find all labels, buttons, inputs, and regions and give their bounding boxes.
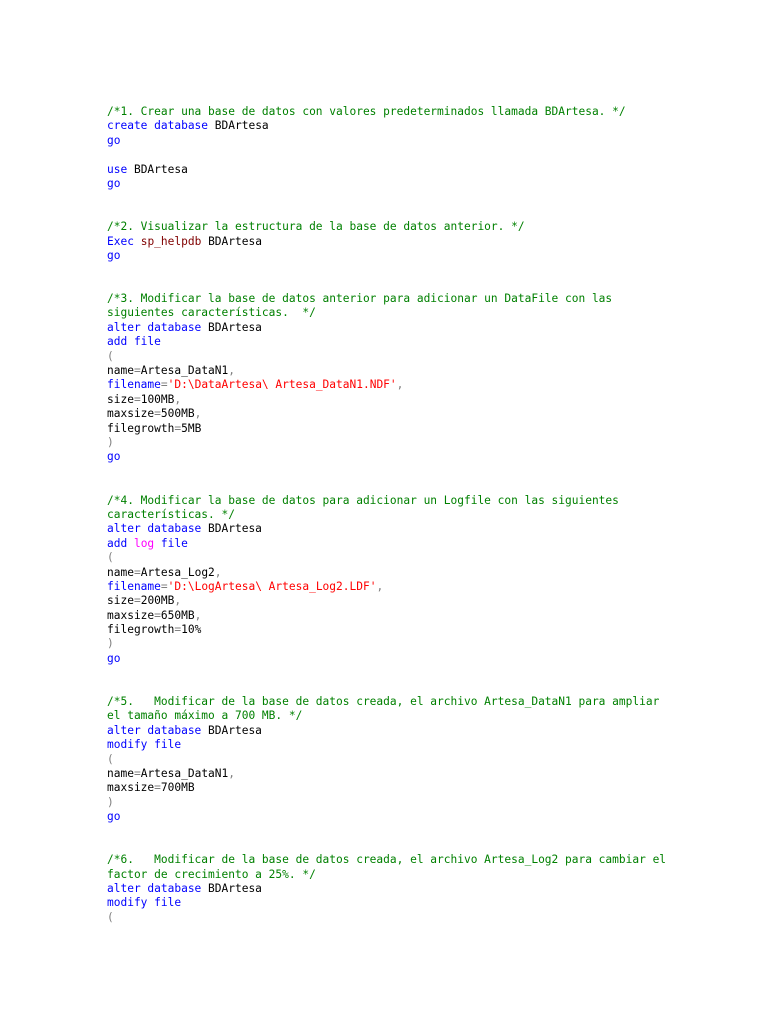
code-token-keyword: go xyxy=(107,176,121,190)
code-line xyxy=(107,105,727,119)
code-token-keyword: alter database xyxy=(107,723,202,737)
code-token-gray: ) xyxy=(107,795,114,809)
code-token-plain: name xyxy=(107,766,134,780)
code-token-gray: = xyxy=(154,407,161,421)
code-token-plain: BDArtesa xyxy=(127,162,188,176)
code-token-plain: BDArtesa xyxy=(208,119,269,133)
code-token-magenta: log xyxy=(133,536,155,550)
code-token-plain: Artesa_Log2 xyxy=(140,565,215,579)
code-token-gray: = xyxy=(133,565,141,579)
blank-line xyxy=(107,681,727,695)
code-line xyxy=(107,753,727,767)
code-token-comment: características. */ xyxy=(107,507,235,521)
code-line xyxy=(107,551,727,565)
code-token-plain: 200MB xyxy=(140,594,175,608)
code-token-plain: filegrowth xyxy=(107,623,175,637)
code-token-keyword: modify file xyxy=(107,738,182,752)
code-line xyxy=(107,177,727,191)
blank-line xyxy=(107,465,727,479)
code-line xyxy=(107,882,727,896)
code-line xyxy=(107,609,727,623)
code-line xyxy=(107,853,727,867)
code-token-gray: , xyxy=(174,594,182,608)
code-token-gray: , xyxy=(376,579,384,593)
code-token-plain: size xyxy=(107,594,134,608)
code-token-gray: = xyxy=(160,378,168,392)
code-token-comment: /*6. Modificar de la base de datos creada, el archivo Artesa_Log2 para cambiar el xyxy=(107,853,667,867)
code-token-comment: /*1. Crear una base de datos con valores predeterminados llamada BDArtesa. */ xyxy=(107,105,626,118)
code-token-plain: Artesa_DataN1 xyxy=(140,364,229,378)
code-line xyxy=(107,235,727,249)
code-line xyxy=(107,378,727,392)
code-token-keyword: go xyxy=(107,248,121,262)
code-line xyxy=(107,422,727,436)
code-token-plain: maxsize xyxy=(107,407,155,421)
blank-line xyxy=(107,278,727,292)
code-token-plain: name xyxy=(107,364,134,378)
code-token-comment: el tamaño máximo a 700 MB. */ xyxy=(107,709,303,723)
code-token-gray: , xyxy=(174,392,182,406)
code-line xyxy=(107,508,727,522)
code-line xyxy=(107,896,727,910)
code-token-gray: = xyxy=(174,421,182,435)
code-line xyxy=(107,292,727,306)
code-token-gray: ) xyxy=(107,435,114,449)
blank-line xyxy=(107,148,727,162)
code-token-comment: factor de crecimiento a 25%. */ xyxy=(107,867,316,881)
blank-line xyxy=(107,839,727,853)
code-token-keyword: create database xyxy=(107,119,209,133)
code-line xyxy=(107,249,727,263)
code-token-plain: 10% xyxy=(181,623,202,637)
code-token-plain: 650MB xyxy=(160,608,195,622)
code-line xyxy=(107,450,727,464)
code-line xyxy=(107,767,727,781)
code-token-comment: /*4. Modificar la base de datos para adicionar un Logfile con las siguientes xyxy=(107,493,619,507)
code-token-plain: BDArtesa xyxy=(201,723,262,737)
code-token-gray: = xyxy=(154,781,161,795)
code-token-gray: = xyxy=(160,579,168,593)
code-token-gray: , xyxy=(228,364,236,378)
code-token-gray: = xyxy=(154,608,161,622)
code-token-gray: , xyxy=(194,407,202,421)
code-token-keyword: go xyxy=(107,810,121,824)
sql-document xyxy=(107,105,727,925)
code-line xyxy=(107,522,727,536)
blank-line xyxy=(107,263,727,277)
code-line xyxy=(107,436,727,450)
code-line xyxy=(107,163,727,177)
code-line xyxy=(107,781,727,795)
code-token-plain: maxsize xyxy=(107,781,155,795)
code-line xyxy=(107,637,727,651)
code-token-plain: 500MB xyxy=(160,407,195,421)
code-line xyxy=(107,306,727,320)
code-line xyxy=(107,537,727,551)
code-line xyxy=(107,364,727,378)
code-line xyxy=(107,134,727,148)
code-line xyxy=(107,566,727,580)
code-line xyxy=(107,810,727,824)
code-token-keyword: alter database xyxy=(107,320,202,334)
code-token-keyword: alter database xyxy=(107,882,202,896)
code-token-plain xyxy=(134,235,141,248)
code-token-keyword: go xyxy=(107,651,121,665)
code-token-gray: ( xyxy=(107,752,114,766)
code-token-plain: BDArtesa xyxy=(201,522,262,536)
code-token-comment: /*3. Modificar la base de datos anterior para adicionar un DataFile con las xyxy=(107,292,613,306)
code-token-comment: siguientes características. */ xyxy=(107,306,316,320)
code-token-plain: 5MB xyxy=(181,421,202,435)
code-token-plain: maxsize xyxy=(107,608,155,622)
code-token-keyword: filename xyxy=(107,378,161,392)
code-token-plain: size xyxy=(107,392,134,406)
code-token-keyword: Exec xyxy=(107,234,134,248)
code-token-gray: , xyxy=(214,565,222,579)
code-line xyxy=(107,494,727,508)
code-token-keyword: add xyxy=(107,536,134,550)
code-line xyxy=(107,709,727,723)
code-token-gray: ( xyxy=(107,551,114,565)
code-token-plain: name xyxy=(107,565,134,579)
code-token-plain: Artesa_DataN1 xyxy=(140,766,229,780)
code-line xyxy=(107,580,727,594)
code-token-keyword: alter database xyxy=(107,522,202,536)
code-token-keyword: add file xyxy=(107,335,161,349)
code-line xyxy=(107,738,727,752)
blank-line xyxy=(107,479,727,493)
code-token-keyword: go xyxy=(107,450,121,464)
code-token-keyword: filename xyxy=(107,579,161,593)
code-token-plain: 700MB xyxy=(160,781,195,795)
code-line xyxy=(107,321,727,335)
code-line xyxy=(107,796,727,810)
code-token-plain: BDArtesa xyxy=(201,882,262,896)
code-line xyxy=(107,407,727,421)
code-line xyxy=(107,393,727,407)
code-line xyxy=(107,119,727,133)
code-token-gray: = xyxy=(174,623,182,637)
code-token-keyword: go xyxy=(107,133,121,147)
blank-line xyxy=(107,206,727,220)
code-token-gray: , xyxy=(194,608,202,622)
code-token-gray: ) xyxy=(107,637,114,651)
code-line xyxy=(107,868,727,882)
code-token-keyword: use xyxy=(107,162,128,176)
blank-line xyxy=(107,666,727,680)
code-token-string: 'D:\LogArtesa\ Artesa_Log2.LDF' xyxy=(167,579,377,593)
code-line xyxy=(107,695,727,709)
code-line xyxy=(107,652,727,666)
code-line xyxy=(107,350,727,364)
code-line xyxy=(107,220,727,234)
code-token-plain: BDArtesa xyxy=(201,320,262,334)
code-token-comment: /*2. Visualizar la estructura de la base de datos anterior. */ xyxy=(107,220,525,234)
code-line xyxy=(107,623,727,637)
code-token-gray: = xyxy=(133,766,141,780)
code-token-gray: ( xyxy=(107,910,114,924)
code-token-gray: = xyxy=(133,364,141,378)
code-token-gray: ( xyxy=(107,349,114,363)
code-token-comment: /*5. Modificar de la base de datos creada, el archivo Artesa_DataN1 para ampliar xyxy=(107,695,660,709)
blank-line xyxy=(107,191,727,205)
code-line xyxy=(107,594,727,608)
code-token-gray: , xyxy=(228,766,236,780)
code-line xyxy=(107,724,727,738)
code-line xyxy=(107,335,727,349)
code-line xyxy=(107,911,727,925)
code-token-string: 'D:\DataArtesa\ Artesa_DataN1.NDF' xyxy=(167,378,397,392)
code-token-plain: filegrowth xyxy=(107,421,175,435)
code-token-keyword: modify file xyxy=(107,896,182,910)
code-token-plain: BDArtesa xyxy=(201,234,262,248)
blank-line xyxy=(107,825,727,839)
code-token-gray: , xyxy=(396,378,404,392)
code-token-plain: 100MB xyxy=(140,392,175,406)
code-token-gray: = xyxy=(133,594,141,608)
code-token-sys: sp_helpdb xyxy=(140,234,202,248)
code-token-gray: = xyxy=(133,392,141,406)
code-token-keyword: file xyxy=(154,536,188,550)
